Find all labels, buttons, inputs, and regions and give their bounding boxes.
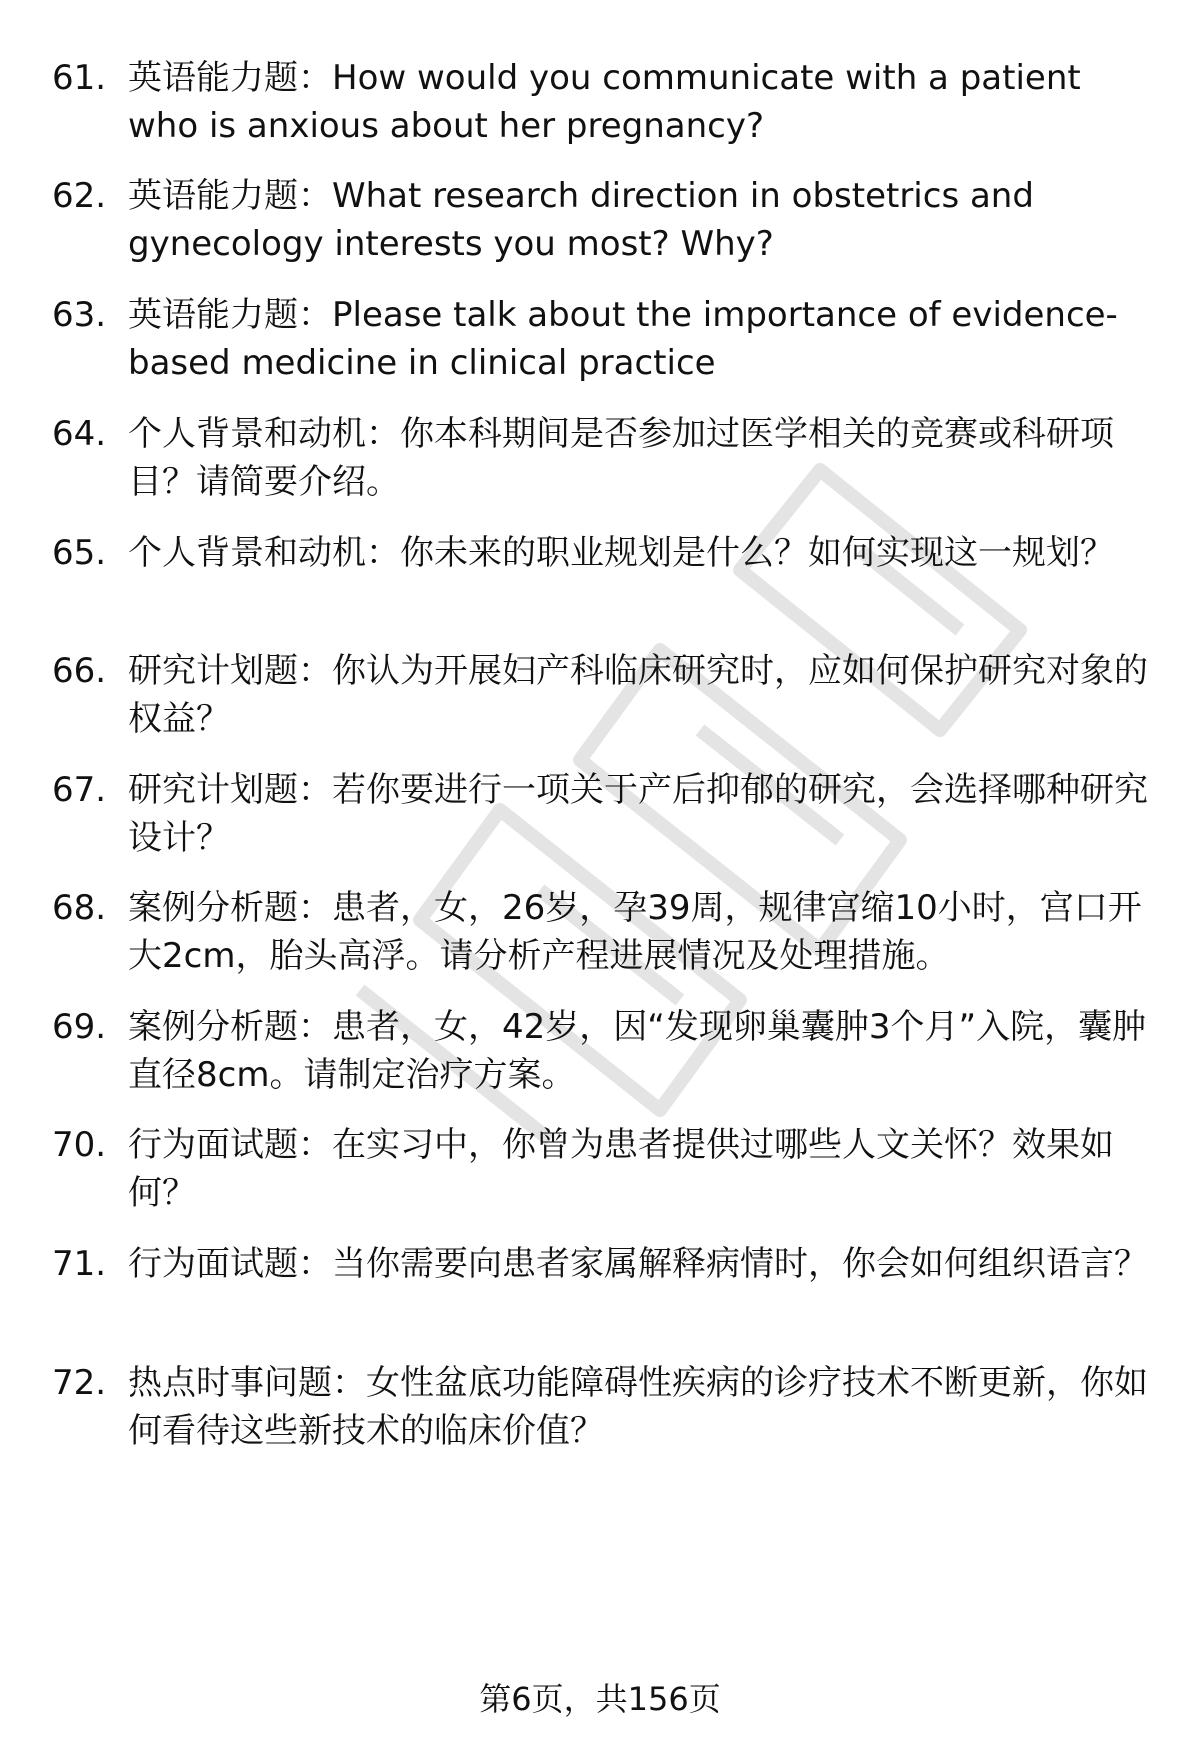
list-item bbox=[0, 410, 1200, 520]
question-number: 70. bbox=[52, 1125, 107, 1165]
list-item bbox=[0, 766, 1200, 876]
question-text: 热点时事问题：女性盆底功能障碍性疾病的诊疗技术不断更新，你如何看待这些新技术的临床价值？ bbox=[128, 1363, 1148, 1451]
list-item bbox=[0, 54, 1200, 164]
page-number-footer: 第6页，共156页 bbox=[479, 1680, 721, 1718]
list-item bbox=[0, 1240, 1200, 1350]
question-text: 研究计划题：若你要进行一项关于产后抑郁的研究，会选择哪种研究设计？ bbox=[128, 770, 1148, 858]
question-text: 研究计划题：你认为开展妇产科临床研究时，应如何保护研究对象的权益？ bbox=[128, 651, 1148, 739]
list-item bbox=[0, 647, 1200, 757]
question-number: 65. bbox=[52, 533, 107, 573]
list-item bbox=[0, 291, 1200, 401]
list-item bbox=[0, 1003, 1200, 1113]
question-text: 英语能力题：How would you communicate with a patient who is anxious about her pregnancy? bbox=[128, 58, 1081, 146]
question-text: 行为面试题：当你需要向患者家属解释病情时，你会如何组织语言？ bbox=[128, 1244, 1148, 1284]
question-number: 69. bbox=[52, 1007, 107, 1047]
question-number: 62. bbox=[52, 176, 107, 216]
list-item bbox=[0, 529, 1200, 639]
question-number: 71. bbox=[52, 1244, 107, 1284]
question-number: 67. bbox=[52, 770, 107, 810]
question-text: 英语能力题：Please talk about the importance of evidence-based medicine in clinical practice bbox=[128, 295, 1118, 383]
question-text: 案例分析题：患者，女，26岁，孕39周，规律宫缩10小时，宫口开大2cm，胎头高浮。请分析产程进展情况及处理措施。 bbox=[128, 888, 1142, 976]
question-text: 个人背景和动机：你未来的职业规划是什么？如何实现这一规划？ bbox=[128, 533, 1114, 573]
list-item bbox=[0, 1359, 1200, 1469]
question-number: 63. bbox=[52, 295, 107, 335]
question-number: 66. bbox=[52, 651, 107, 691]
question-text: 个人背景和动机：你本科期间是否参加过医学相关的竞赛或科研项目？请简要介绍。 bbox=[128, 414, 1114, 502]
question-text: 案例分析题：患者，女，42岁，因“发现卵巢囊肿3个月”入院，囊肿直径8cm。请制定治疗方案。 bbox=[128, 1007, 1147, 1095]
question-number: 61. bbox=[52, 58, 107, 98]
list-item bbox=[0, 884, 1200, 994]
list-item bbox=[0, 1121, 1200, 1231]
question-text: 行为面试题：在实习中，你曾为患者提供过哪些人文关怀？效果如何？ bbox=[128, 1125, 1114, 1213]
question-number: 72. bbox=[52, 1363, 107, 1403]
question-number: 64. bbox=[52, 414, 107, 454]
list-item bbox=[0, 172, 1200, 282]
question-number: 68. bbox=[52, 888, 107, 928]
question-text: 英语能力题：What research direction in obstetrics and gynecology interests you most? Why? bbox=[128, 176, 1034, 264]
